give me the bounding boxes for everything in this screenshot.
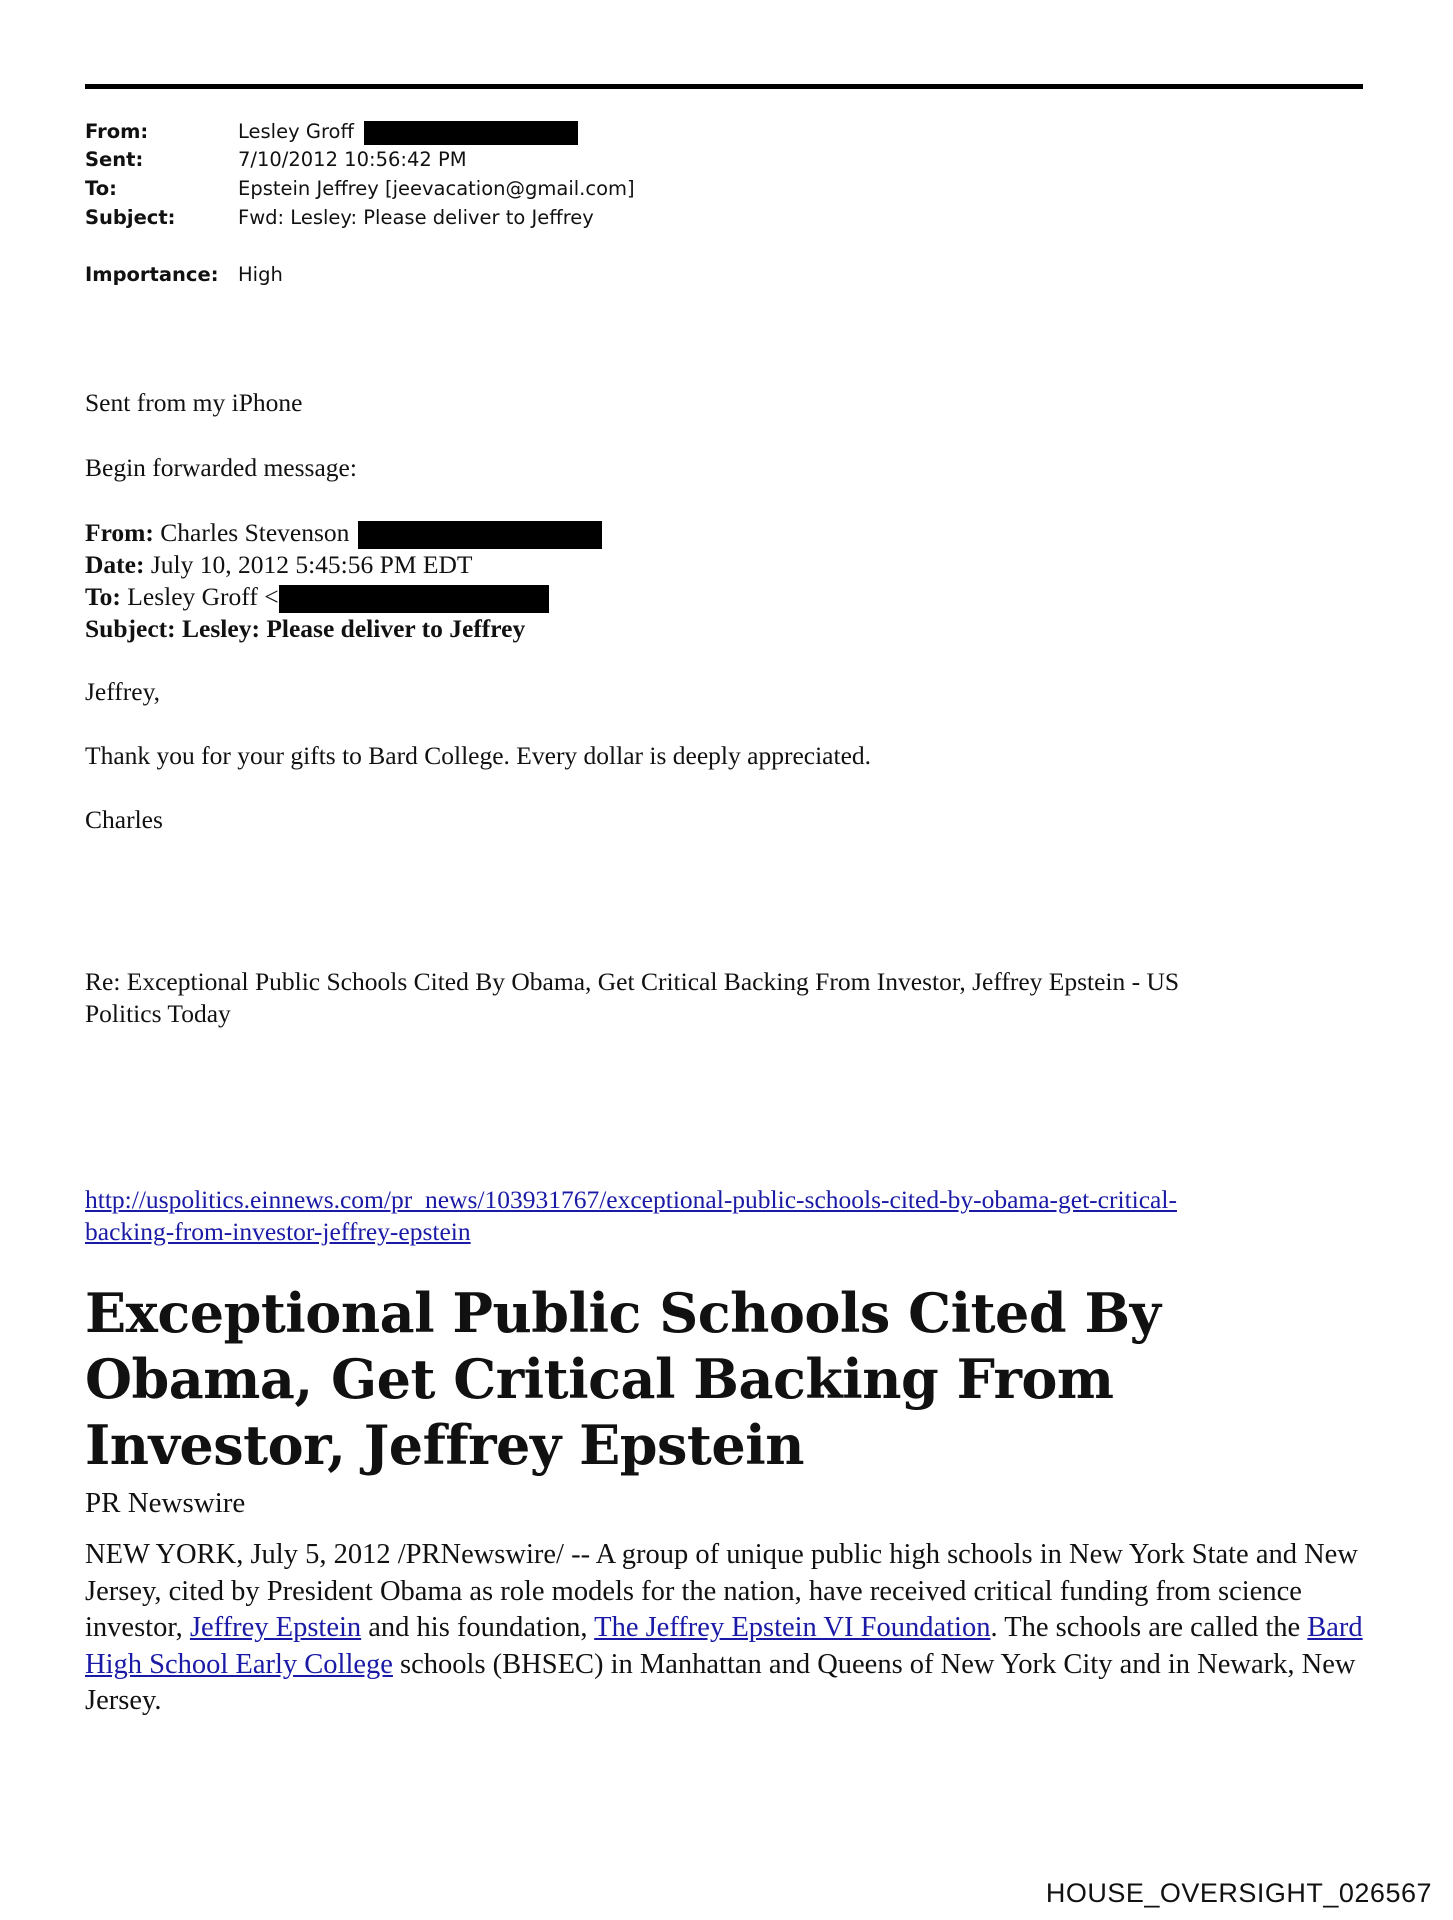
paragraph-text: NEW YORK, July 5, 2012 /PRNewswire/ -- A group of unique public high schools in New York State and New Jersey, cited by President Obama as role models for the nation, have received critical funding from science investor, [85,1539,1358,1643]
fwd-subject-row [85,614,525,644]
fwd-subject-label: Subject: [85,614,176,643]
fwd-date-row [85,550,472,580]
redaction-block [358,521,602,549]
signoff: Charles [85,805,163,834]
redaction-block [364,121,578,145]
fwd-subject-value: Lesley: Please deliver to Jeffrey [182,614,526,643]
re-line-1: Re: Exceptional Public Schools Cited By Obama, Get Critical Backing From Investor, Jeffrey Epstein - US [85,967,1180,996]
fwd-from-row [85,518,602,549]
header-subject-value: Fwd: Lesley: Please deliver to Jeffrey [238,206,594,229]
link-foundation[interactable]: The Jeffrey Epstein VI Foundation [594,1612,991,1643]
redaction-block [279,585,549,613]
top-rule [85,84,1363,89]
fwd-from-value: Charles Stevenson [160,518,350,547]
greeting: Jeffrey, [85,677,161,706]
re-line-2: Politics Today [85,999,231,1028]
fwd-date-value: July 10, 2012 5:45:56 PM EDT [150,550,473,579]
article-source: PR Newswire [85,1487,246,1519]
header-to-value: Epstein Jeffrey [jeevacation@gmail.com] [238,177,635,200]
fwd-to-value: Lesley Groff < [127,582,279,611]
paragraph-text: . The schools are called the [990,1612,1308,1643]
fwd-date-label: Date: [85,550,145,579]
sent-from-line: Sent from my iPhone [85,388,303,417]
paragraph-text: and his foundation, [361,1612,595,1643]
article-headline: Exceptional Public Schools Cited By Obama, Get Critical Backing From Investor, Jeffrey Epstein [85,1281,1161,1477]
header-importance-label: Importance: [85,263,219,286]
header-to-label: To: [85,177,117,200]
bates-number: HOUSE_OVERSIGHT_026567 [1045,1878,1432,1908]
article-url-line-2[interactable]: backing-from-investor-jeffrey-epstein [85,1217,471,1246]
fwd-to-row [85,582,549,613]
link-bard-schools[interactable]: Bard High School Early College [85,1612,1363,1680]
header-sent-value: 7/10/2012 10:56:42 PM [238,148,467,171]
fwd-from-label: From: [85,518,154,547]
header-from-name: Lesley Groff [238,120,354,143]
message-text: Thank you for your gifts to Bard College. Every dollar is deeply appreciated. [85,741,872,770]
link-jeffrey-epstein[interactable]: Jeffrey Epstein [189,1612,362,1643]
header-from-value [238,120,578,145]
header-sent-label: Sent: [85,148,144,171]
paragraph-text: schools (BHSEC) in Manhattan and Queens of New York City and in Newark, New Jersey. [85,1648,1356,1716]
header-subject-label: Subject: [85,206,176,229]
forwarded-intro: Begin forwarded message: [85,453,357,482]
article-url-line-1[interactable]: http://uspolitics.einnews.com/pr_news/103931767/exceptional-public-schools-cited-by-obama-get-critical- [85,1185,1177,1214]
header-from-label: From: [85,120,149,143]
fwd-to-label: To: [85,582,121,611]
header-importance-value: High [238,263,283,286]
article-paragraph [85,1537,1375,1720]
